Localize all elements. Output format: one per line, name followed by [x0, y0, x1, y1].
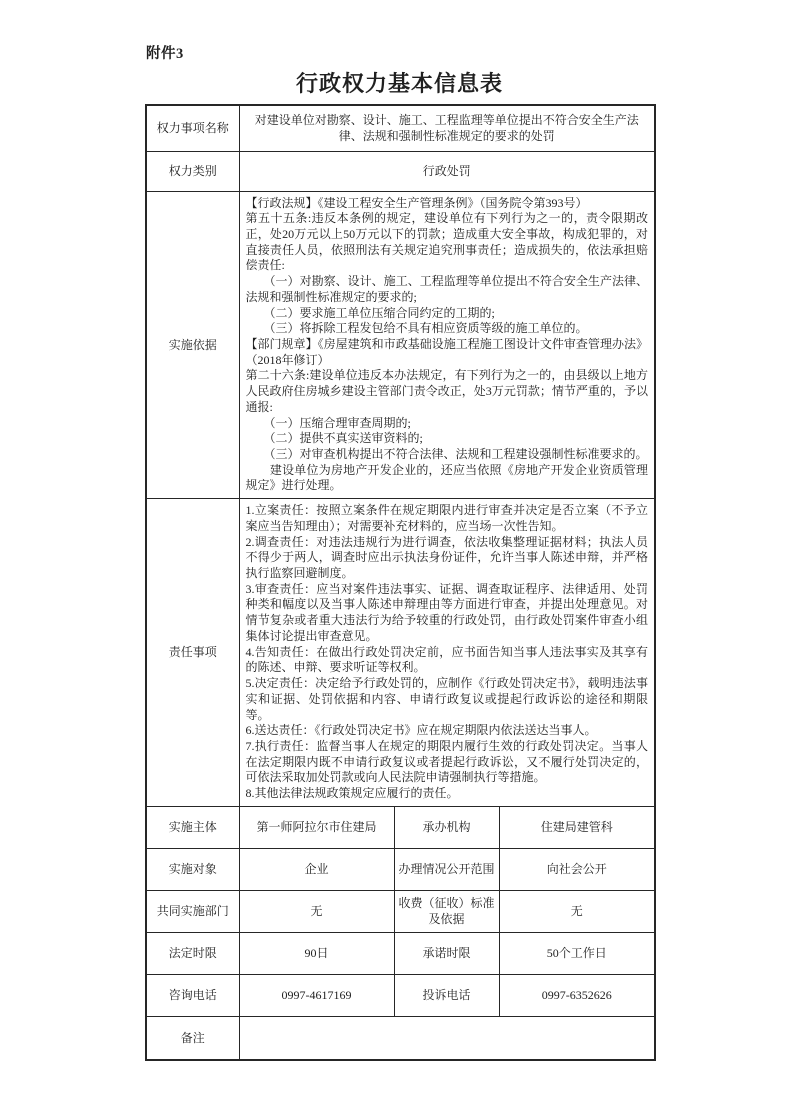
target-value: 企业	[239, 848, 394, 890]
basis-value	[239, 191, 655, 499]
paragraph: 1.立案责任：按照立案条件在规定期限内进行审查并决定是否立案（不予立案应当告知理由）；对需要补充材料的，应当场一次性告知。	[245, 503, 648, 533]
paragraph: 【行政法规】《建设工程安全生产管理条例》（国务院令第393号）	[245, 195, 588, 210]
paragraph: 【部门规章】《房屋建筑和市政基础设施工程施工图设计文件审查管理办法》（2018年修订）	[245, 336, 648, 367]
table-row-item-name	[146, 105, 655, 151]
item-name-value: 对建设单位对勘察、设计、施工、工程监理等单位提出不符合安全生产法律、法规和强制性标准规定的要求的处罚	[239, 105, 655, 151]
category-value: 行政处罚	[239, 151, 655, 191]
paragraph: 6.送达责任：《行政处罚决定书》应在规定期限内依法送达当事人。	[245, 723, 597, 738]
paragraph: （一）对勘察、设计、施工、工程监理等单位提出不符合安全生产法律、法规和强制性标准规定的要求的;	[245, 274, 648, 304]
fee-standard-value: 无	[499, 890, 655, 932]
promised-time-limit-value: 50个工作日	[499, 932, 655, 974]
paragraph: 5.决定责任：决定给予行政处罚的，应制作《行政处罚决定书》，载明违法事实和证据、处罚依据和内容、申请行政复议或提起行政诉讼的途径和期限等。	[245, 676, 648, 722]
paragraph: （二）提供不真实送审资料的;	[245, 431, 423, 446]
paragraph: 2.调查责任：对违法违规行为进行调查，依法收集整理证据材料；执法人员不得少于两人，调查时应出示执法身份证件，允许当事人陈述申辩，并严格执行监察回避制度。	[245, 534, 648, 581]
joint-department-label: 共同实施部门	[146, 890, 239, 932]
table-row-phones	[146, 974, 655, 1016]
disclosure-scope-label: 办理情况公开范围	[394, 848, 499, 890]
promised-time-limit-label: 承诺时限	[394, 932, 499, 974]
paragraph: 4.告知责任：在做出行政处罚决定前，应书面告知当事人违法事实及其享有的陈述、申辩、要求听证等权利。	[245, 644, 648, 675]
fee-standard-label: 收费（征收）标准及依据	[394, 890, 499, 932]
duties-value	[239, 499, 655, 807]
joint-department-value: 无	[239, 890, 394, 932]
info-table	[145, 104, 656, 1061]
table-row-duties	[146, 499, 655, 807]
table-row-implementer	[146, 806, 655, 848]
table-row-legal-time-limit	[146, 932, 655, 974]
paragraph: 8.其他法律法规政策规定应履行的责任。	[245, 786, 459, 801]
paragraph: 7.执行责任：监督当事人在规定的期限内履行生效的行政处罚决定。当事人在法定期限内既不申请行政复议或者提起行政诉讼，又不履行处罚决定的，可依法采取加处罚款或向人民法院申请强制执行等措施。	[245, 738, 648, 785]
paragraph: 第二十六条:建设单位违反本办法规定，有下列行为之一的，由县级以上地方人民政府住房城乡建设主管部门责令改正，处3万元罚款；情节严重的，予以通报:	[245, 368, 648, 414]
consult-phone-value: 0997-4617169	[239, 974, 394, 1016]
paragraph: （三）将拆除工程发包给不具有相应资质等级的施工单位的。	[245, 321, 588, 336]
target-label: 实施对象	[146, 848, 239, 890]
undertaking-agency-label: 承办机构	[394, 806, 499, 848]
remark-value	[239, 1016, 655, 1060]
disclosure-scope-value: 向社会公开	[499, 848, 655, 890]
paragraph: 建设单位为房地产开发企业的，还应当依照《房地产开发企业资质管理规定》进行处理。	[245, 462, 648, 493]
table-row-category	[146, 151, 655, 191]
item-name-label: 权力事项名称	[146, 105, 239, 151]
page-title: 行政权力基本信息表	[295, 71, 503, 96]
paragraph: 第五十五条:违反本条例的规定，建设单位有下列行为之一的，责令限期改正，处20万元以上50万元以下的罚款；造成重大安全事故，构成犯罪的，对直接责任人员，依照刑法有关规定追究刑事责任；造成损失的，依法承担赔偿责任:	[245, 211, 648, 273]
table-row-basis	[146, 191, 655, 499]
category-label: 权力类别	[146, 151, 239, 191]
table-row-joint-department	[146, 890, 655, 932]
basis-label: 实施依据	[146, 191, 239, 499]
implementer-label: 实施主体	[146, 806, 239, 848]
paragraph: 3.审查责任：应当对案件违法事实、证据、调查取证程序、法律适用、处罚种类和幅度以及当事人陈述申辩理由等方面进行审查，并提出处理意见。对情节复杂或者重大违法行为给予较重的行政处罚，由行政处罚案件审查小组集体讨论提出审查意见。	[245, 581, 648, 643]
consult-phone-label: 咨询电话	[146, 974, 239, 1016]
undertaking-agency-value: 住建局建管科	[499, 806, 655, 848]
attachment-label: 附件3	[146, 46, 184, 62]
paragraph: （三）对审查机构提出不符合法律、法规和工程建设强制性标准要求的。	[245, 447, 648, 461]
implementer-value: 第一师阿拉尔市住建局	[239, 806, 394, 848]
paragraph: （一）压缩合理审查周期的;	[245, 415, 411, 430]
paragraph: （二）要求施工单位压缩合同约定的工期的;	[245, 305, 495, 320]
remark-label: 备注	[146, 1016, 239, 1060]
duties-label: 责任事项	[146, 499, 239, 807]
table-row-target	[146, 848, 655, 890]
complaint-phone-label: 投诉电话	[394, 974, 499, 1016]
legal-time-limit-value: 90日	[239, 932, 394, 974]
complaint-phone-value: 0997-6352626	[499, 974, 655, 1016]
legal-time-limit-label: 法定时限	[146, 932, 239, 974]
table-row-remark	[146, 1016, 655, 1060]
